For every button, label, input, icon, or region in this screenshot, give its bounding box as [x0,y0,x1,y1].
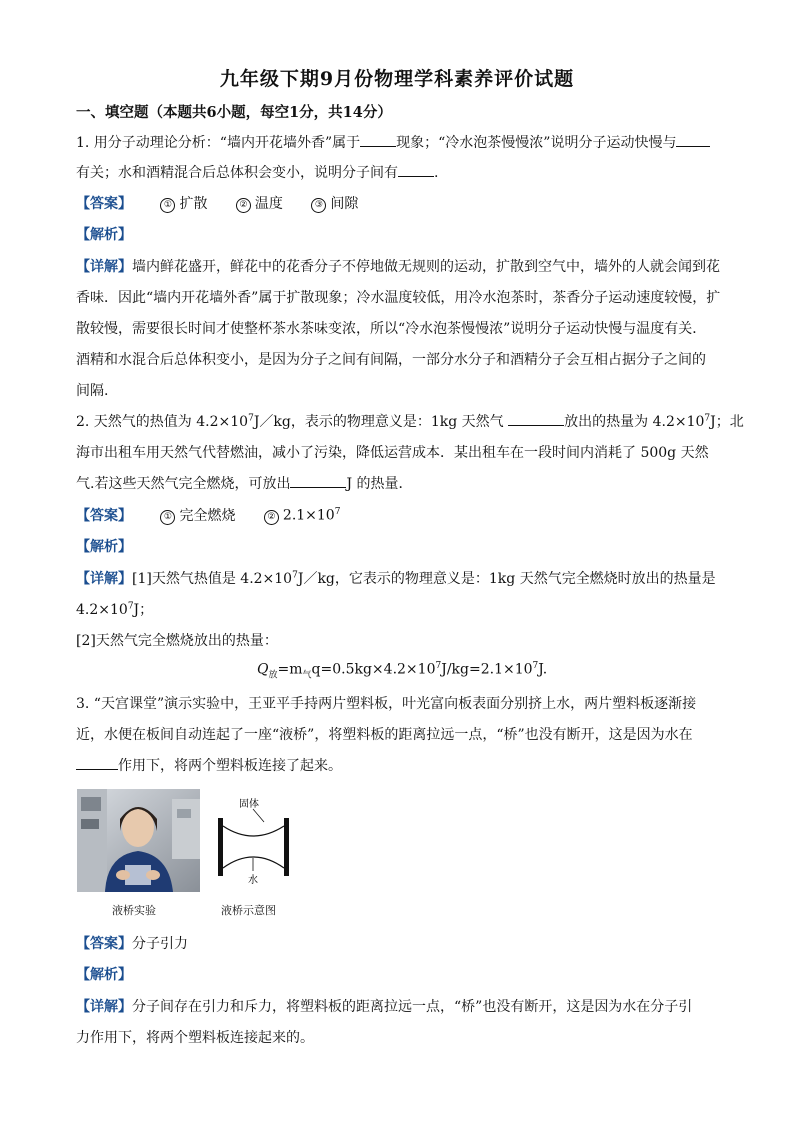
q2-blank2 [290,475,346,488]
diagram-water-label: 水 [248,875,258,886]
q3-line1: 3. “天宫课堂”演示实验中，王亚平手持两片塑料板，叶光富向板表面分别挤上水，两片塑料板逐渐接 [76,696,697,712]
q3-blank1 [76,757,118,770]
q1-answer: 【答案】 ① 扩散 ② 温度 ③ 间隙 [76,196,359,212]
q3-detail-line1: 【详解】分子间存在引力和斥力，将塑料板的距离拉远一点，“桥”也没有断开，这是因为水在分子引 [76,999,693,1015]
q3-line2: 近，水便在板间自动连起了一座“液桥”，将塑料板的距离拉远一点，“桥”也没有断开，这是因为水在 [76,727,693,743]
photo-caption: 液桥实验 [112,904,156,917]
q2-analysis-label: 【解析】 [76,539,132,555]
q2-blank1 [508,413,564,426]
q3-analysis-label: 【解析】 [76,967,132,983]
q2-detail-line3: [2]天然气完全燃烧放出的热量： [76,633,278,649]
q2-answer: 【答案】 ① 完全燃烧 ② $2.1\times 10^7$ [76,507,341,524]
q1-line2: 有关；水和酒精混合后总体积会变小，说明分子间有 . [76,165,439,181]
q1-line1: 1. 用分子动理论分析：“墙内开花墙外香”属于 现象；“冷水泡茶慢慢浓”说明分子运动快慢与 [76,132,710,152]
page-title: 九年级下期9月份物理学科素养评价试题 [219,68,575,90]
q3-detail-line2: 力作用下，将两个塑料板连接起来的。 [76,1030,314,1046]
q3-answer: 【答案】分子引力 [76,936,188,952]
q1-detail-line3: 散较慢，需要很长时间才使整杯茶水茶味变浓，所以“冷水泡茶慢慢浓”说明分子运动快慢与温度有关． [76,321,707,337]
q1-blank1 [360,134,396,147]
q2-detail-line1: 【详解】[1]天然气热值是 $4.2\times 10^7J/kg$，它表示的物理意义是：1kg 天然气完全燃烧时放出的热量是 [76,570,716,587]
q1-detail-line5: 间隔. [76,383,109,399]
section-heading: 一、填空题（本题共6小题，每空1分，共14分） [76,104,392,121]
liquid-bridge-diagram [212,796,298,896]
q2-line2: 海市出租车用天然气代替燃油，减小了污染，降低运营成本．某出租车在一段时间内消耗了 500g 天然 [76,445,709,461]
q1-analysis-label: 【解析】 [76,227,132,243]
q2-line3: 气.若这些天然气完全燃烧，可放出 J 的热量． [76,476,413,492]
q2-line1: 2. 天然气的热值为 $4.2\times 10^7J/kg$，表示的物理意义是：1kg 天然气 放出的热量为 $4.2\times 10^7J$；北 [76,413,744,430]
diagram-caption: 液桥示意图 [221,904,276,917]
q3-line3: 作用下，将两个塑料板连接了起来。 [76,755,342,775]
q1-blank3 [398,164,434,177]
q2-formula: $Q_放=m_气q=0.5kg\times 4.2\times 10^7J/kg=2.1\times 10^7J$. [257,661,548,681]
q2-detail-line2: $4.2\times 10^7J$； [76,601,154,618]
q1-detail-line2: 香味．因此“墙内开花墙外香”属于扩散现象；冷水温度较低，用冷水泡茶时，茶香分子运动速度较慢，扩 [76,290,721,306]
liquid-bridge-photo [77,789,200,892]
q1-blank2 [676,134,710,147]
q1-detail-line1: 【详解】墙内鲜花盛开，鲜花中的花香分子不停地做无规则的运动，扩散到空气中，墙外的人就会闻到花 [76,259,720,275]
diagram-solid-label: 固体 [239,799,259,810]
q1-detail-line4: 酒精和水混合后总体积变小，是因为分子之间有间隔，一部分水分子和酒精分子会互相占据分子之间的 [76,352,706,368]
